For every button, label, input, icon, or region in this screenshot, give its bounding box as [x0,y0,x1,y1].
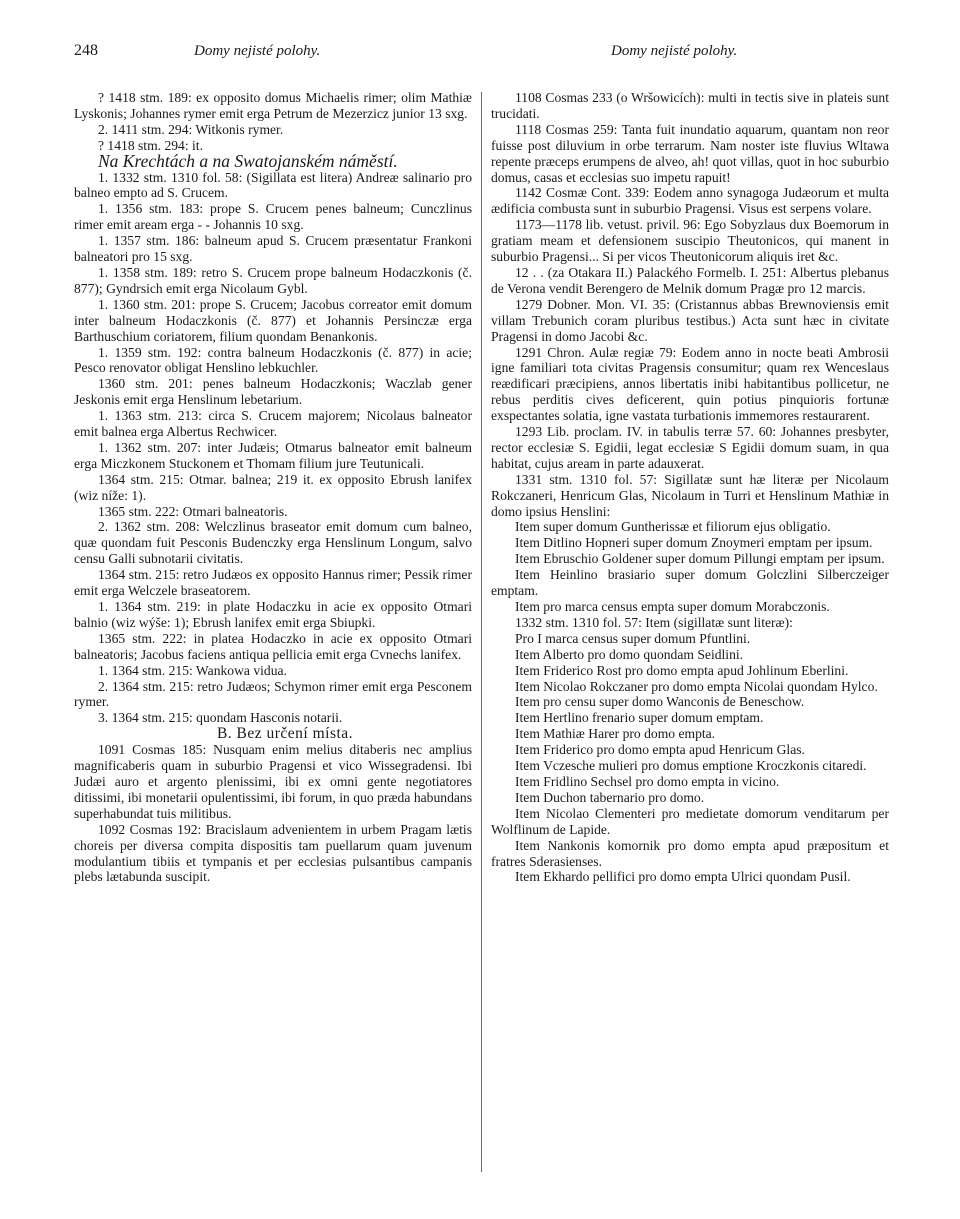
section-b-heading: B. Bez určení místa. [216,725,354,743]
intro-entry: ? 1418 stm. 294: it. [98,137,203,153]
record-entry: 1108 Cosmas 233 (o Wršowicích): multi in tectis sive in plateis sunt trucidati. [491,90,889,121]
record-entry: 1. 1364 stm. 215: Wankowa vidua. [98,662,287,678]
record-entry: 1332 stm. 1310 fol. 57: Item (sigillatæ sunt literæ): [515,614,793,630]
record-entry: 2. 1362 stm. 208: Welczlinus braseator emit domum cum balneo, quæ quondam fuit Pesconis Budenczky erga Henslinum Longum, salvo censu Galli subnotarii civitatis. [74,519,472,567]
list-item: Item pro censu super domo Wanconis de Beneschow. [515,694,805,710]
record-entry: 1. 1362 stm. 207: inter Judæis; Otmarus balneator emit balneum erga Miczkonem Stuckonem et Thomam filium jure Teutunicali. [74,439,472,471]
list-item: Item Mathiæ Harer pro domo empta. [515,726,716,742]
intro-entry: ? 1418 stm. 189: ex opposito domus Michaelis rimer; olim Mathiæ Lyskonis; Johannes rymer emit erga Petrum de Mezerzicz junior 13 sxg. [74,90,472,121]
record-entry: 2. 1364 stm. 215: retro Judæos; Schymon rimer emit erga Pesconem rymer. [74,678,472,710]
record-entry: 12 . . (za Otakara II.) Palackého Formelb. I. 251: Albertus plebanus de Verona vendit Berengero de Melnik domum Pragæ pro 12 marcis. [491,264,889,296]
record-entry: 1173—1178 lib. vetust. privil. 96: Ego Sobyzlaus dux Boemorum in gratiam meam et defensionem suscipio Theutonicos, qui manent in suburbio Pragensi... Si per vicos Theutonicorum aliquis iret &c. [491,217,889,265]
page-number: 248 [74,42,98,59]
list-item: Item Hertlino frenario super domum emptam. [515,710,764,726]
record-entry: 1365 stm. 222: in platea Hodaczko in acie ex opposito Otmari balneatoris; Jacobus faciens antiqua pellicia emit erga Cvnechs lanifex. [74,630,472,662]
record-entry: 1118 Cosmas 259: Tanta fuit inundatio aquarum, quantam non reor fuisse post diluvium in orbe terrarum. Nam noster iste fluvius Wltawa repente præceps erumpens de alveo, ah! quot villas, quot in hoc suburbio domus, casas et ecclesias suo impetu rapuit! [491,121,889,185]
right-running-title: Domy nejisté polohy. [611,43,738,59]
record-entry: 1142 Cosmæ Cont. 339: Eodem anno synagoga Judæorum et multa ædificia combusta sunt in suburbio Pragensi. Visus est serpens volare. [491,185,889,217]
list-item: Item super domum Guntherissæ et filiorum ejus obligatio. [515,519,831,535]
record-entry: 1. 1363 stm. 213: circa S. Crucem majorem; Nicolaus balneator emit balnea erga Albertus Rechwicer. [74,408,472,440]
list-item: Item Nicolao Rokczaner pro domo empta Nicolai quondam Hylco. [515,678,878,694]
record-entry: 1. 1360 stm. 201: prope S. Crucem; Jacobus correator emit domum inter balneum Hodaczkonis (č. 877) et Johannis Persinczæ erga Barthuschium coriatorem, filium quondam Benankonis. [74,296,472,344]
record-entry: 1279 Dobner. Mon. VI. 35: (Cristannus abbas Brewnoviensis emit villam Trebunich coram pluribus testibus.) Acta sunt hæc in civitate Pragensi in domo Jacobi &c. [491,296,889,344]
record-entry: 1291 Chron. Aulæ regiæ 79: Eodem anno in nocte beati Ambrosii igne familiari tota civitas Pragensis consumitur; quam rex Wenceslaus reædificari præcipiens, annos libertatis inibi habitantibus pollicetur, ne rebus perditis cives deficerent, quin potius pinquioris fortunæ exspectantes solatia, igne vastata turbationis immemores restaurarent. [491,344,889,424]
record-entry: 3. 1364 stm. 215: quondam Hasconis notarii. [98,710,343,726]
record-entry: 1092 Cosmas 192: Bracislaum advenientem in urbem Pragam lætis choreis per diversa compita dispositis tam puellarum quam juvenum modulantium tibiis et tympanis et per ecclesias pulsantibus campanis plebs lætabunda suscipit. [74,821,472,885]
list-item: Item Nankonis komornik pro domo empta apud præpositum et fratres Sderasienses. [491,837,889,869]
record-entry: 1091 Cosmas 185: Nusquam enim melius ditaberis nec amplius magnificaberis quam in suburbio Pragensi et vico Wissegradensi. Ibi Judæi auro et argento plenissimi, ibi ex omni gente negotiatores ditissimi, ibi monetarii opulentissimi, ibi forum, in quo præda habundans superhabundat tuis militibus. [74,742,472,821]
left-column [74,90,472,885]
right-column [491,90,889,885]
record-entry: 1. 1357 stm. 186: balneum apud S. Crucem præsentatur Frankoni balneatori pro 15 sxg. [74,233,472,265]
record-entry: 1. 1358 stm. 189: retro S. Crucem prope balneum Hodaczkonis (č. 877); Gyndrsich emit erga Nicolaum Gybl. [74,264,472,296]
record-entry: 1. 1359 stm. 192: contra balneum Hodaczkonis (č. 877) in acie; Pesco renovator obligat Henslino lebkuchler. [74,344,472,376]
section-heading: Na Krechtách a na Swatojanském náměstí. [98,150,398,171]
list-item: Item Ditlino Hopneri super domum Znoymeri emptam per ipsum. [515,535,873,551]
list-item: Item Friderico pro domo empta apud Henricum Glas. [515,742,805,758]
record-entry: 1360 stm. 201: penes balneum Hodaczkonis; Waczlab gener Jeskonis emit erga Henslinum lebetarium. [74,376,472,408]
record-entry: 1331 stm. 1310 fol. 57: Sigillatæ sunt hæ literæ per Nicolaum Rokczaneri, Henricum Glas, Nicolaum in Turri et Henslinum Mathiæ in domo ipsius Henslini: [491,471,889,519]
list-item: Item Friderico Rost pro domo empta apud Johlinum Eberlini. [515,662,849,678]
record-entry: 1365 stm. 222: Otmari balneatoris. [98,503,288,519]
list-item: Item Alberto pro domo quondam Seidlini. [515,646,744,662]
list-item: Item Heinlino brasiario super domum Golczlini Silberczeiger emptam. [491,567,889,599]
list-item: Item Ekhardo pellifici pro domo empta Ulrici quondam Pusil. [515,869,851,885]
record-entry: 1364 stm. 215: retro Judæos ex opposito Hannus rimer; Pessik rimer emit erga Welczele braseatorem. [74,567,472,599]
list-item: Pro I marca census super domum Pfuntlini. [515,630,751,646]
left-running-title: Domy nejisté polohy. [194,43,321,59]
list-item: Item Ebruschio Goldener super domum Pillungi emptam per ipsum. [515,551,885,567]
list-item: Item Vczesche mulieri pro domus emptione Kroczkonis citaredi. [515,758,867,774]
list-item: Item Fridlino Sechsel pro domo empta in vicino. [515,773,780,789]
record-entry: 1364 stm. 215: Otmar. balnea; 219 it. ex opposito Ebrush lanifex (wiz níže: 1). [74,471,472,503]
record-entry: 1. 1332 stm. 1310 fol. 58: (Sigillata est litera) Andreæ salinario pro balneo empto ad S. Crucem. [74,169,472,201]
list-item: Item Duchon tabernario pro domo. [515,789,705,805]
column-divider [481,92,482,1172]
list-item: Item pro marca census empta super domum Morabczonis. [515,599,830,614]
record-entry: 1. 1364 stm. 219: in plate Hodaczku in acie ex opposito Otmari balnio (wiz wýše: 1); Ebrush lanifex emit erga Sbiupki. [74,599,472,630]
intro-entry: 2. 1411 stm. 294: Witkonis rymer. [98,121,284,137]
list-item: Item Nicolao Clementeri pro medietate domorum venditarum per Wolflinum de Lapide. [491,805,889,837]
record-entry: 1293 Lib. proclam. IV. in tabulis terræ 57. 60: Johannes presbyter, rector ecclesiæ S. Egidii, legat ecclesiæ S Egidii domum suam, in qua habitat, cujus aream in parte adauxerat. [491,424,889,471]
record-entry: 1. 1356 stm. 183: prope S. Crucem penes balneum; Cunczlinus rimer emit aream erga - - Johannis 10 sxg. [74,201,472,233]
page-header [74,42,886,70]
